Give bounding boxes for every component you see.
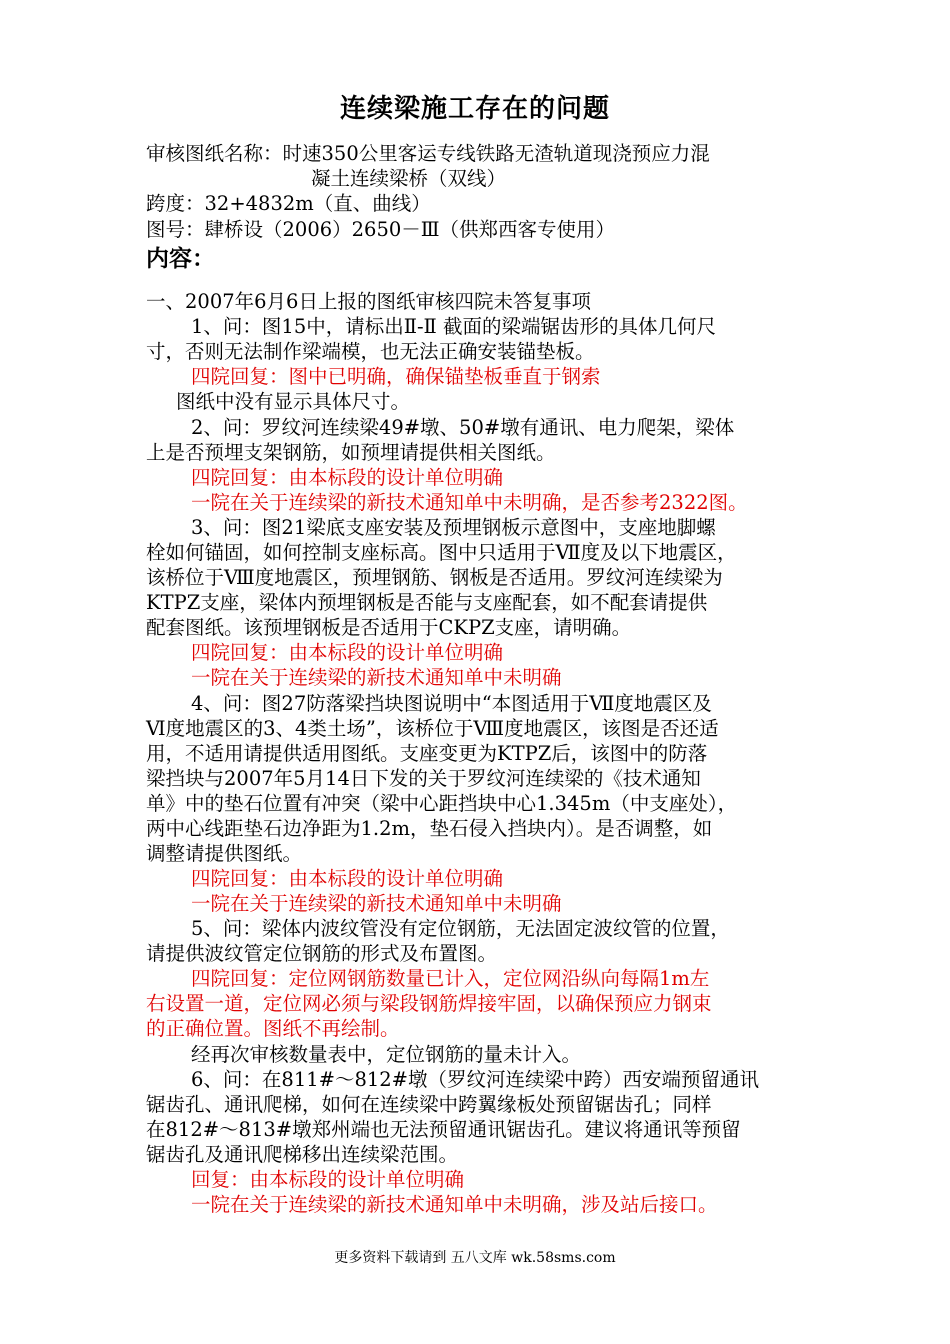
document-title: 连续梁施工存在的问题 [339, 94, 610, 124]
text-line: 3、问：图21梁底支座安装及预埋钢板示意图中，支座地脚螺 [191, 516, 716, 539]
reply-line: 四院回复：由本标段的设计单位明确 [191, 466, 504, 489]
text-line: 锯齿孔及通讯爬梯移出连续梁范围。 [146, 1143, 459, 1166]
text-line: 内容： [146, 245, 215, 272]
text-line: 调整请提供图纸。 [146, 842, 303, 865]
text-line: 凝土连续梁桥（双线） [311, 167, 507, 190]
text-line: 梁挡块与2007年5月14日下发的关于罗纹河连续梁的《技术通知 [146, 767, 701, 790]
text-line: 上是否预埋支架钢筋，如预埋请提供相关图纸。 [146, 441, 556, 464]
reply-line: 回复：由本标段的设计单位明确 [191, 1168, 465, 1191]
text-line: 经再次审核数量表中，定位钢筋的量未计入。 [191, 1043, 582, 1066]
text-line: 单》中的垫石位置有冲突（梁中心距挡块中心1.345m（中支座处）， [146, 792, 738, 815]
text-line: 该桥位于Ⅷ度地震区，预埋钢筋、钢板是否适用。罗纹河连续梁为 [146, 566, 723, 589]
text-line: 审核图纸名称：时速350公里客运专线铁路无渣轨道现浇预应力混 [146, 142, 710, 165]
text-line: 4、问：图27防落梁挡块图说明中“本图适用于Ⅶ度地震区及 [191, 692, 712, 715]
footer-note: 更多资料下载请到 五八文库 wk.58sms.com [334, 1250, 616, 1266]
text-line: 1、问：图15中，请标出Ⅱ-Ⅱ 截面的梁端锯齿形的具体几何尺 [191, 315, 717, 338]
reply-line: 一院在关于连续梁的新技术通知单中未明确 [191, 666, 562, 689]
text-line: 栓如何锚固，如何控制支座标高。图中只适用于Ⅶ度及以下地震区， [146, 541, 737, 564]
text-line: 6、问：在811#～812#墩（罗纹河连续梁中跨）西安端预留通讯 [191, 1068, 760, 1091]
reply-line: 一院在关于连续梁的新技术通知单中未明确，是否参考2322图。 [191, 491, 748, 514]
text-line: 2、问：罗纹河连续梁49#墩、50#墩有通讯、电力爬架，梁体 [191, 416, 735, 439]
text-line: 跨度：32+4832m（直、曲线） [146, 192, 431, 215]
reply-line: 四院回复：图中已明确，确保锚垫板垂直于钢索 [191, 365, 601, 388]
text-line: KTPZ支座，梁体内预埋钢板是否能与支座配套，如不配套请提供 [146, 591, 708, 614]
text-line: 一、2007年6月6日上报的图纸审核四院未答复事项 [146, 290, 591, 313]
text-line: 锯齿孔、通讯爬梯，如何在连续梁中跨翼缘板处预留锯齿孔；同样 [146, 1093, 712, 1116]
text-line: 用，不适用请提供适用图纸。支座变更为KTPZ后，该图中的防落 [146, 742, 708, 765]
reply-line: 一院在关于连续梁的新技术通知单中未明确，涉及站后接口。 [191, 1193, 718, 1216]
text-line: 5、问：梁体内波纹管没有定位钢筋，无法固定波纹管的位置， [191, 917, 730, 940]
text-line: 两中心线距垫石边净距为1.2m，垫石侵入挡块内）。是否调整，如 [146, 817, 713, 840]
text-line: 寸，否则无法制作梁端模，也无法正确安装锚垫板。 [146, 340, 595, 363]
text-line: 在812#～813#墩郑州端也无法预留通讯锯齿孔。建议将通讯等预留 [146, 1118, 741, 1141]
reply-line: 四院回复：定位网钢筋数量已计入，定位网沿纵向每隔1m左 [191, 967, 710, 990]
reply-line: 右设置一道，定位网必须与梁段钢筋焊接牢固，以确保预应力钢束 [146, 992, 712, 1015]
reply-line: 四院回复：由本标段的设计单位明确 [191, 867, 504, 890]
text-line: 请提供波纹管定位钢筋的形式及布置图。 [146, 942, 498, 965]
text-line: 图号：肆桥设（2006）2650－Ⅲ（供郑西客专使用） [146, 218, 616, 241]
reply-line: 的正确位置。图纸不再绘制。 [146, 1017, 400, 1040]
reply-line: 四院回复：由本标段的设计单位明确 [191, 641, 504, 664]
reply-line: 一院在关于连续梁的新技术通知单中未明确 [191, 892, 562, 915]
text-line: Ⅵ度地震区的3、4类土场”，该桥位于Ⅷ度地震区，该图是否还适 [146, 717, 719, 740]
text-line: 图纸中没有显示具体尺寸。 [176, 390, 411, 413]
text-line: 配套图纸。该预埋钢板是否适用于CKPZ支座，请明确。 [146, 616, 632, 639]
